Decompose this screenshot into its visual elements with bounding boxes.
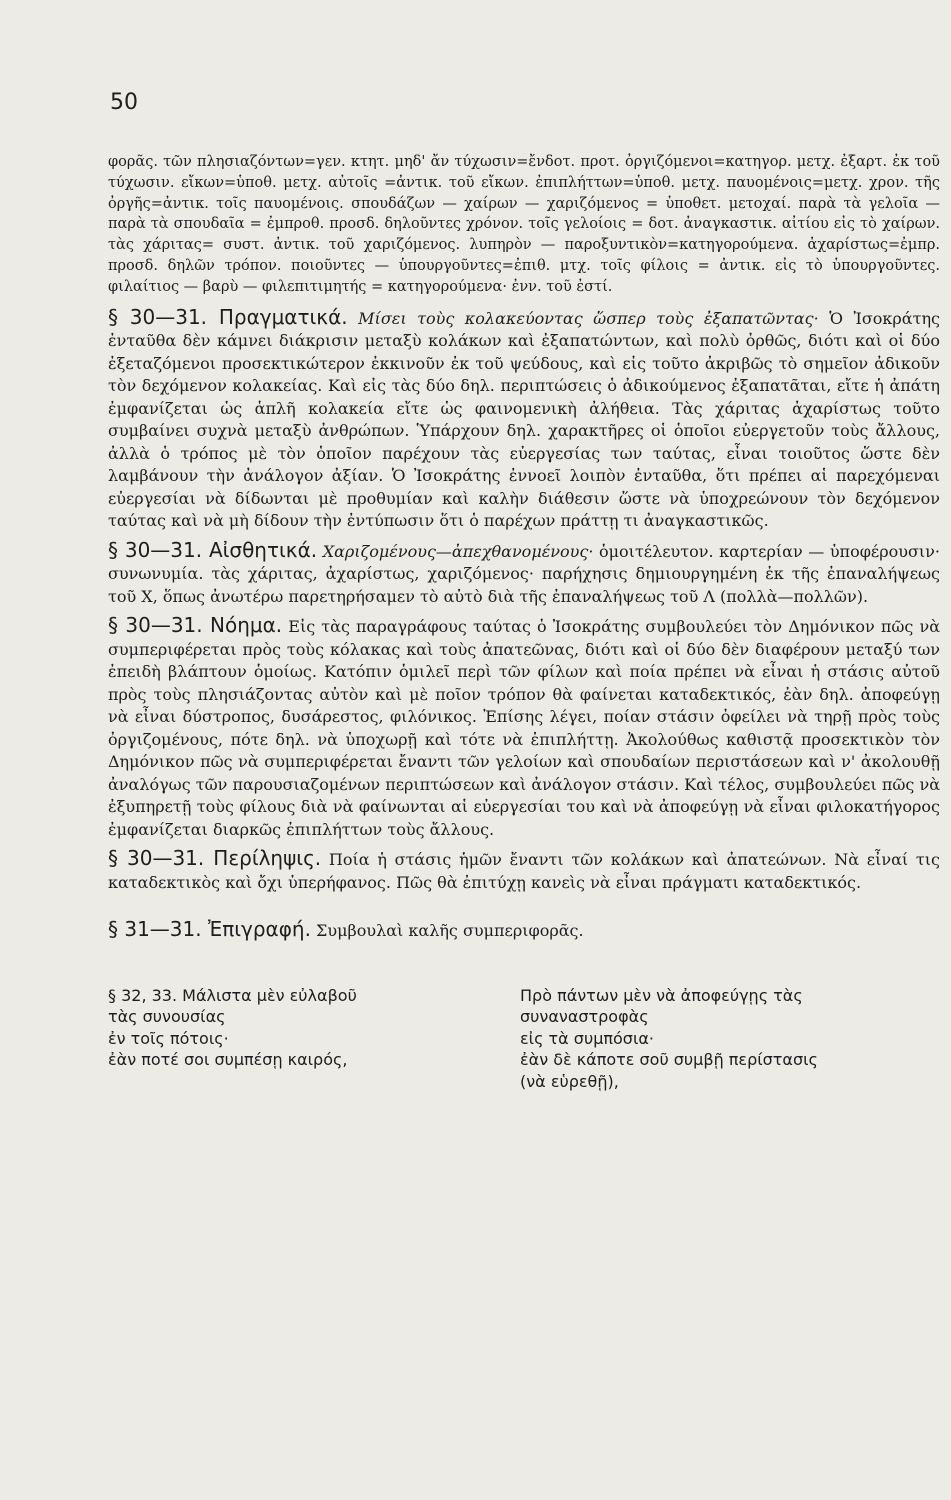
section-body: Ὁ Ἰσοκράτης ἐνταῦθα δὲν κάμνει διάκρισιν μεταξὺ κολάκων καὶ ἐξαπατώντων, καὶ πολὺ ὀρθῶς, διότι καὶ οἱ δύο ἐξεταζόμενοι προσεκτικώτερον ἐκκινοῦν ἐκ τοῦ ψεύδους, καὶ εἰς τοῦτο ἀκριβῶς τὸ σημεῖον ἀδικοῦν τὸν δεχόμενον κολακείας. Καὶ εἰς τὰς δύο δηλ. περιπτώσεις ὁ ἀδικούμενος ἐξαπατᾶται, εἴτε ἡ ἀπάτη ἐμφανίζεται ὡς ἁπλῆ κολακεία εἴτε ὡς φαινομενικὴ ἀλήθεια. Τὰς χάριτας ἀχαρίστως τοῦτο συμβαίνει συχνὰ μεταξὺ ἀνθρώπων. Ὑπάρχουν δηλ. χαρακτῆρες οἱ ὁποῖοι εὐεργετοῦν τοὺς ἄλλους, ἀλλὰ ὁ τρόπος μὲ τὸν ὁποῖον παρέχουν τὰς εὐεργεσίας των ταύτας, εἶναι τοιοῦτος ὥστε δὲν λαμβάνουν τὴν ἀνάλογον ἀξίαν. Ὁ Ἰσοκράτης ἐννοεῖ λοιπὸν ἐνταῦθα, ὅτι πρέπει αἱ παρεχόμεναι εὐεργεσίαι νὰ δίδωνται μὲ προθυμίαν καὶ καλὴν διάθεσιν ὥστε νὰ ὑποχρεώνουν τὸν δεχόμενον ταύτας καὶ νὰ μὴ δίδουν τὴν ἐντύπωσιν ὅτι ὁ παρέχων πράττῃ τι ἀναγκαστικῶς. bbox=[108, 308, 940, 531]
translation-line: Πρὸ πάντων μὲν νὰ ἀποφεύγῃς τὰς bbox=[520, 985, 803, 1005]
translation-line: ἐὰν δὲ κάποτε σοῦ συμβῇ περίστασις bbox=[520, 1050, 818, 1070]
section-body: Συμβουλαὶ καλῆς συμπεριφορᾶς. bbox=[316, 921, 584, 941]
translation-line: (νὰ εὑρεθῇ), bbox=[520, 1071, 619, 1091]
original-line: τὰς συνουσίας bbox=[108, 1007, 226, 1027]
grammar-notes bbox=[108, 152, 940, 298]
section-body: Εἰς τὰς παραγράφους ταύτας ὁ Ἰσοκράτης συμβουλεύει τὸν Δημόνικον πῶς νὰ συμπεριφέρεται πρὸς τοὺς κόλακας καὶ τοὺς ἀπατεῶνας, διότι καὶ οἱ δύο δὲν διαφέρουν μεταξύ των ἐπειδὴ βλάπτουν ὁμοίως. Κατόπιν ὁμιλεῖ περὶ τῶν φίλων καὶ ποία πρέπει νὰ εἶναι ἡ στάσις αὐτοῦ πρὸς τοὺς πλησιάζοντας αὐτὸν καὶ μὲ ποῖον τρόπον θὰ φαίνεται καταδεκτικός, ἐὰν δηλ. ἀποφεύγῃ νὰ εἶναι δύστροπος, δυσάρεστος, φιλόνικος. Ἐπίσης λέγει, ποίαν στάσιν ὀφείλει νὰ τηρῇ πρὸς τοὺς ὀργιζομένους, πότε δηλ. νὰ ὑποχωρῇ καὶ τότε νὰ ἐπιπλήττῃ. Ἀκολούθως καθιστᾷ προσεκτικὸν τὸν Δημόνικον πῶς νὰ συμπεριφέρεται ἔναντι τῶν γελοίων καὶ σπουδαίων περιστάσεων καὶ ν' ἀκολουθῇ ἀναλόγως τῶν παρουσιαζομένων περιπτώσεων καὶ ἀνάλογον στάσιν. Καὶ τέλος, συμβουλεύει πῶς νὰ ἐξυπηρετῇ τοὺς φίλους διὰ νὰ φαίνωνται αἱ εὐεργεσίαι του καὶ νὰ ἀποφεύγῃ νὰ εἶναι φιλοκατήγορος ἐμφανίζεται διαρκῶς ἐπιπλήττων τοὺς ἄλλους. bbox=[108, 617, 940, 839]
translation-line: εἰς τὰ συμπόσια· bbox=[520, 1028, 654, 1048]
section-body: ὁμοιτέλευτον. καρτερίαν — ὑποφέρουσιν· συνωνυμία. τὰς χάριτας, ἀχαρίστως, χαριζόμενος· παρήχησις δημιουργημένη ἐκ τῆς ἐπαναλήψεως τοῦ Χ, ὅπως ἀνωτέρω παρετηρήσαμεν τὸ αὐτὸ διὰ τῆς ἐπαναλήψεως τοῦ Λ (πολλὰ—πολλῶν). bbox=[108, 541, 940, 606]
section-heading: § 30—31. Περίληψις. bbox=[108, 846, 322, 871]
section-aisthetika bbox=[108, 539, 940, 609]
translation-line: συναναστροφὰς bbox=[520, 1007, 649, 1027]
section-epigraphe bbox=[108, 918, 940, 943]
section-body: Ποία ἡ στάσις ἡμῶν ἔναντι τῶν κολάκων καὶ ἀπατεώνων. Νὰ εἶναί τις καταδεκτικὸς καὶ ὄχι ὑπερήφανος. Πῶς θὰ ἐπιτύχῃ κανεὶς νὰ εἶναι πράγματι καταδεκτικός. bbox=[108, 850, 940, 892]
original-text-column bbox=[108, 985, 498, 1093]
page-content bbox=[108, 152, 940, 1092]
section-heading: § 31—31. Ἐπιγραφή. bbox=[108, 917, 311, 942]
original-line: § 32, 33. Μάλιστα μὲν εὐλαβοῦ bbox=[108, 985, 357, 1005]
section-heading: § 30—31. Αἰσθητικά. bbox=[108, 537, 318, 562]
original-line: ἐὰν ποτέ σοι συμπέσῃ καιρός, bbox=[108, 1050, 348, 1070]
section-heading: § 30—31. Πραγματικά. bbox=[108, 304, 348, 329]
page-number: 50 bbox=[110, 90, 138, 115]
section-heading: § 30—31. Νόημα. bbox=[108, 613, 283, 638]
section-lead: Μίσει τοὺς κολακεύοντας ὥσπερ τοὺς ἐξαπατῶντας· bbox=[358, 308, 819, 328]
original-line: ἐν τοῖς πότοις· bbox=[108, 1028, 229, 1048]
section-pragmatika bbox=[108, 306, 940, 533]
text-translation-columns bbox=[108, 985, 940, 1093]
translation-column bbox=[520, 985, 940, 1093]
section-noema bbox=[108, 614, 940, 841]
section-lead: Χαριζομένους—ἀπεχθανομένους· bbox=[322, 541, 594, 561]
grammar-notes-text: φορᾶς. τῶν πλησιαζόντων=γεν. κτητ. μηδ' ἄν τύχωσιν=ἔνδοτ. προτ. ὀργιζόμενοι=κατηγορ. μετχ. ἐξαρτ. ἐκ τοῦ τύχωσιν. εἴκων=ὑποθ. μετχ. αὐτοῖς =ἀντικ. τοῦ εἴκων. ἐπιπλήττων=ὑποθ. μετχ. παυομένοις=μετχ. χρον. τῆς ὀργῆς=ἀντικ. τοῖς παυομένοις. σπουδάζων — χαίρων — χαριζόμενος = ὑποθετ. μετοχαί. παρὰ τὰ γελοῖα — παρὰ τὰ σπουδαῖα = ἐμπροθ. προσδ. δηλοῦντες χρόνον. τοῖς γελοίοις = δοτ. ἀναγκαστικ. αἰτίου εἰς τὸ χαίρων. τὰς χάριτας= συστ. ἀντικ. τοῦ χαριζόμενος. λυπηρὸν — παροξυντικὸν=κατηγορούμενα. ἀχαρίστως=ἐμπρ. προσδ. δηλῶν τρόπον. ποιοῦντες — ὑπουργοῦντες=ἐπιθ. μτχ. τοῖς φίλοις = ἀντικ. εἰς τὸ ὑπουργοῦντες. φιλαίτιος — βαρὺ — φιλεπιτιμητής = κατηγορούμενα· ἐνν. τοῦ ἐστί. bbox=[108, 154, 940, 295]
section-perilepsis bbox=[108, 847, 940, 894]
